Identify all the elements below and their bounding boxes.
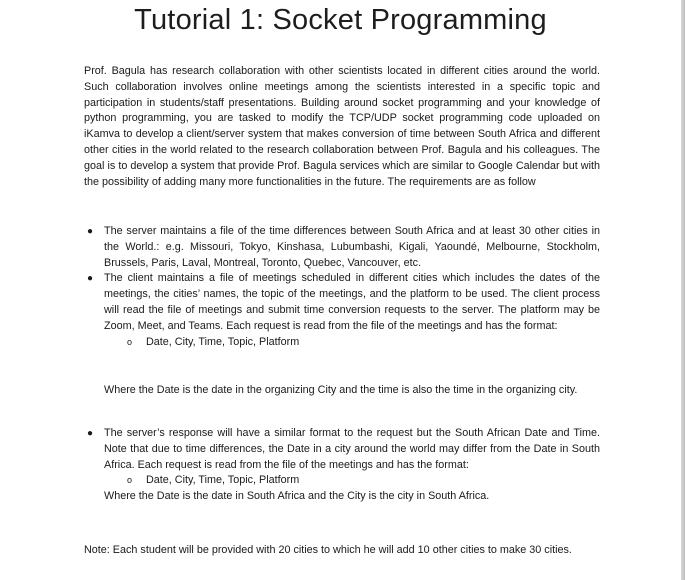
sub-list-item [104,335,600,351]
sub-list-item [104,473,600,489]
where-paragraph-2: Where the Date is the date in South Africa and the City is the city in South Africa. [104,490,490,503]
format-text: Date, City, Time, Topic, Platform [146,335,300,348]
note-text: Note: Each student will be provided with 20 cities to which he will add 10 other cities to make 30 cities. [84,544,572,556]
list-item [84,426,600,505]
requirements-list-2 [84,426,600,505]
bullet-icon: ● [87,428,94,439]
where-paragraph-1: Where the Date is the date in the organizing City and the time is also the time in the organizing city. [104,384,578,396]
intro-paragraph: Prof. Bagula has research collaboration with other scientists located in different cities around the world. Such collaboration involves online meetings among the scientists interested in a specific topic and participation in students/staff presentations. Building around socket programming and your knowledge of python programming, you are tasked to modify the TCP/UDP socket programming code uploaded on iKamva to develop a client/server system that makes conversion of time between South Africa and different other cities in the world related to the research collaboration between Prof. Bagula and his colleagues. The goal is to develop a system that provide Prof. Bagula services which are similar to Google Calendar but with the possibility of adding many more functionalities in the future. The requirements are as follow [84,65,600,188]
hollow-bullet-icon: o [127,475,133,486]
list-item [84,224,600,271]
bullet-icon: ● [87,226,94,237]
bullet-text-client: The client maintains a file of meetings scheduled in different cities which includes the dates of the meetings, the cities’ names, the topic of the meetings, and the platform to be used. The client process will read the file of meetings and submit time conversion requests to the server. The platform may be Zoom, Meet, and Teams. Each request is read from the file of the meetings and has the format: [104,272,600,332]
hollow-bullet-icon: o [127,336,133,347]
bullet-icon: ● [87,273,94,285]
requirements-list-1 [84,224,600,350]
format-text: Date, City, Time, Topic, Platform [146,474,300,487]
page-title: Tutorial 1: Socket Programming [134,4,547,36]
bullet-text-response: The server’s response will have a similar format to the request but the South African Date and Time. Note that due to time differences, the Date in a city around the world may differ from the Date in South Africa. Each request is read from the file of the meetings and has the format: [104,427,600,471]
list-item [84,271,600,350]
page-edge-shadow [681,0,685,580]
bullet-text-server: The server maintains a file of the time differences between South Africa and at least 30 other cities in the World.: e.g. Missouri, Tokyo, Kinshasa, Lubumbashi, Kigali, Yaoundé, Melbourne, Stockholm, Brussels, Paris, Laval, Montreal, Toronto, Quebec, Vancouver, etc. [104,225,600,269]
